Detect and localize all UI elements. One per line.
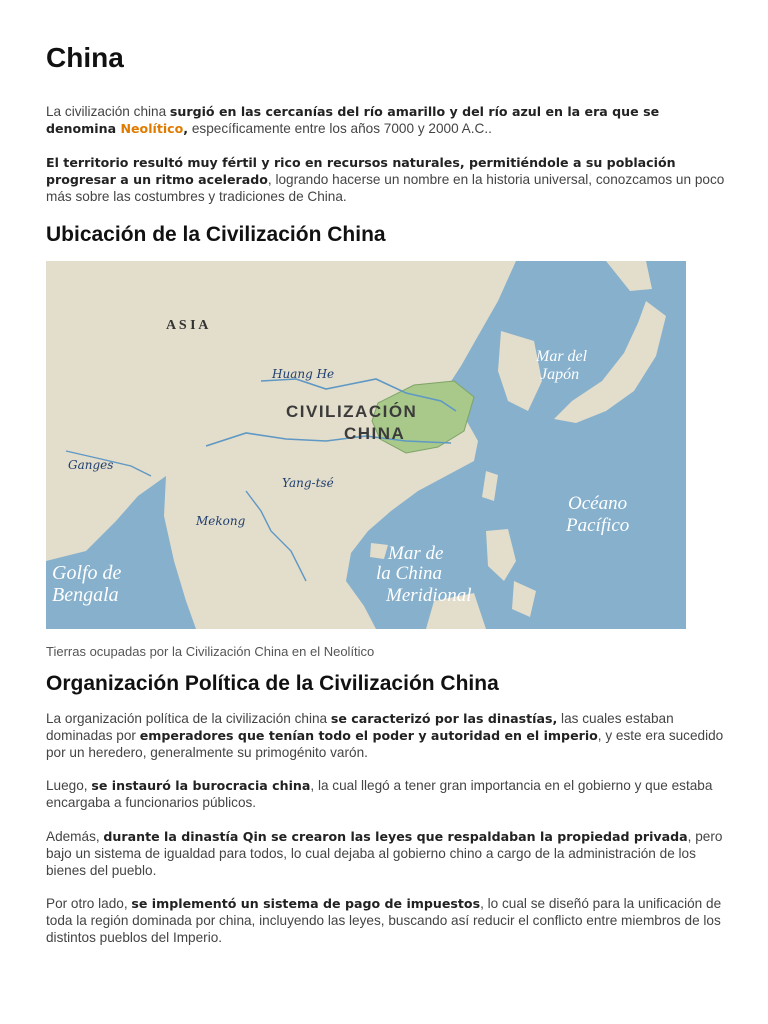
map-label-asia: A S I A [166,318,209,333]
bold-text-segment: Neolítico [120,121,184,136]
map-label-civilization-2: CHINA [344,424,406,443]
location-heading: Ubicación de la Civilización China [46,223,386,246]
map-label-ganges: Ganges [68,458,114,472]
map-label-mar-china-2: la China [376,563,442,584]
bold-text-segment: se caracterizó por las dinastías, [330,711,558,726]
politics-paragraph-3 [46,828,726,879]
politics-paragraph-4 [46,895,726,946]
text-segment: Por otro lado, [46,896,132,911]
map-label-mekong: Mekong [196,514,246,528]
text-segment: Luego, [46,778,92,793]
text-segment: , pero bajo un sistema de igualdad para todos, lo cual dejaba al gobierno chino a cargo de la administración de los bienes del pueblo. [46,829,723,878]
intro-paragraph-2 [46,154,726,205]
map-label-mar-china-3: Meridional [386,585,472,606]
politics-heading: Organización Política de la Civilización China [46,672,499,695]
map-label-oceano-2: Pacífico [566,515,630,536]
bold-text-segment: se implementó un sistema de pago de impuestos [131,896,481,911]
bold-text-segment: El territorio resultó muy fértil y rico en recursos naturales, permitiéndole a su población progresar a un ritmo acelerado [46,155,676,187]
intro-paragraph-1 [46,103,726,137]
map-caption: Tierras ocupadas por la Civilización China en el Neolítico [46,644,375,659]
text-segment: , logrando hacerse un nombre en la historia universal, conozcamos un poco más sobre las costumbres y tradiciones de China. [46,172,725,204]
map-label-yangtse: Yang-tsé [282,476,334,490]
bold-text-segment: durante la dinastía Qin se crearon las leyes que respaldaban la propiedad privada [103,829,688,844]
text-segment: , la cual llegó a tener gran importancia en el gobierno y que estaba encargaba a funcionarios públicos. [46,778,713,810]
bold-text-segment: surgió en las cercanías del río amarillo y del río azul en la era que se denomina [46,104,660,136]
politics-paragraph-1 [46,710,726,761]
map-label-golfo-2: Bengala [52,584,119,606]
bold-text-segment: , [183,121,189,136]
map-label-mar-japon-2: Japón [540,366,580,383]
politics-paragraph-2 [46,777,726,811]
text-segment: La organización política de la civilización china [46,711,331,726]
page-title: China [46,42,124,73]
map-label-civilization-1: CIVILIZACIÓN [286,402,418,421]
map-label-oceano-1: Océano [568,493,628,514]
map-label-mar-china-1: Mar de [388,543,444,564]
map-label-mar-japon-1: Mar del [536,348,588,365]
bold-text-segment: emperadores que tenían todo el poder y autoridad en el imperio [139,728,598,743]
text-segment: Además, [46,829,104,844]
text-segment: La civilización china [46,104,170,119]
china-civilization-map [46,261,686,629]
map-label-huang-he: Huang He [272,367,335,381]
text-segment: específicamente entre los años 7000 y 2000 A.C.. [188,121,492,136]
text-segment: , y este era sucedido por un heredero, generalmente su primogénito varón. [46,728,724,760]
text-segment: , lo cual se diseñó para la unificación de toda la región dominada por china, incluyendo las leyes, buscando así reducir el conflicto entre miembros de los distintos pueblos del Imperio. [46,896,722,945]
bold-text-segment: se instauró la burocracia china [91,778,311,793]
map-illustration [46,261,686,629]
map-label-golfo-1: Golfo de [52,562,122,584]
text-segment: las cuales estaban dominadas por [46,711,674,743]
